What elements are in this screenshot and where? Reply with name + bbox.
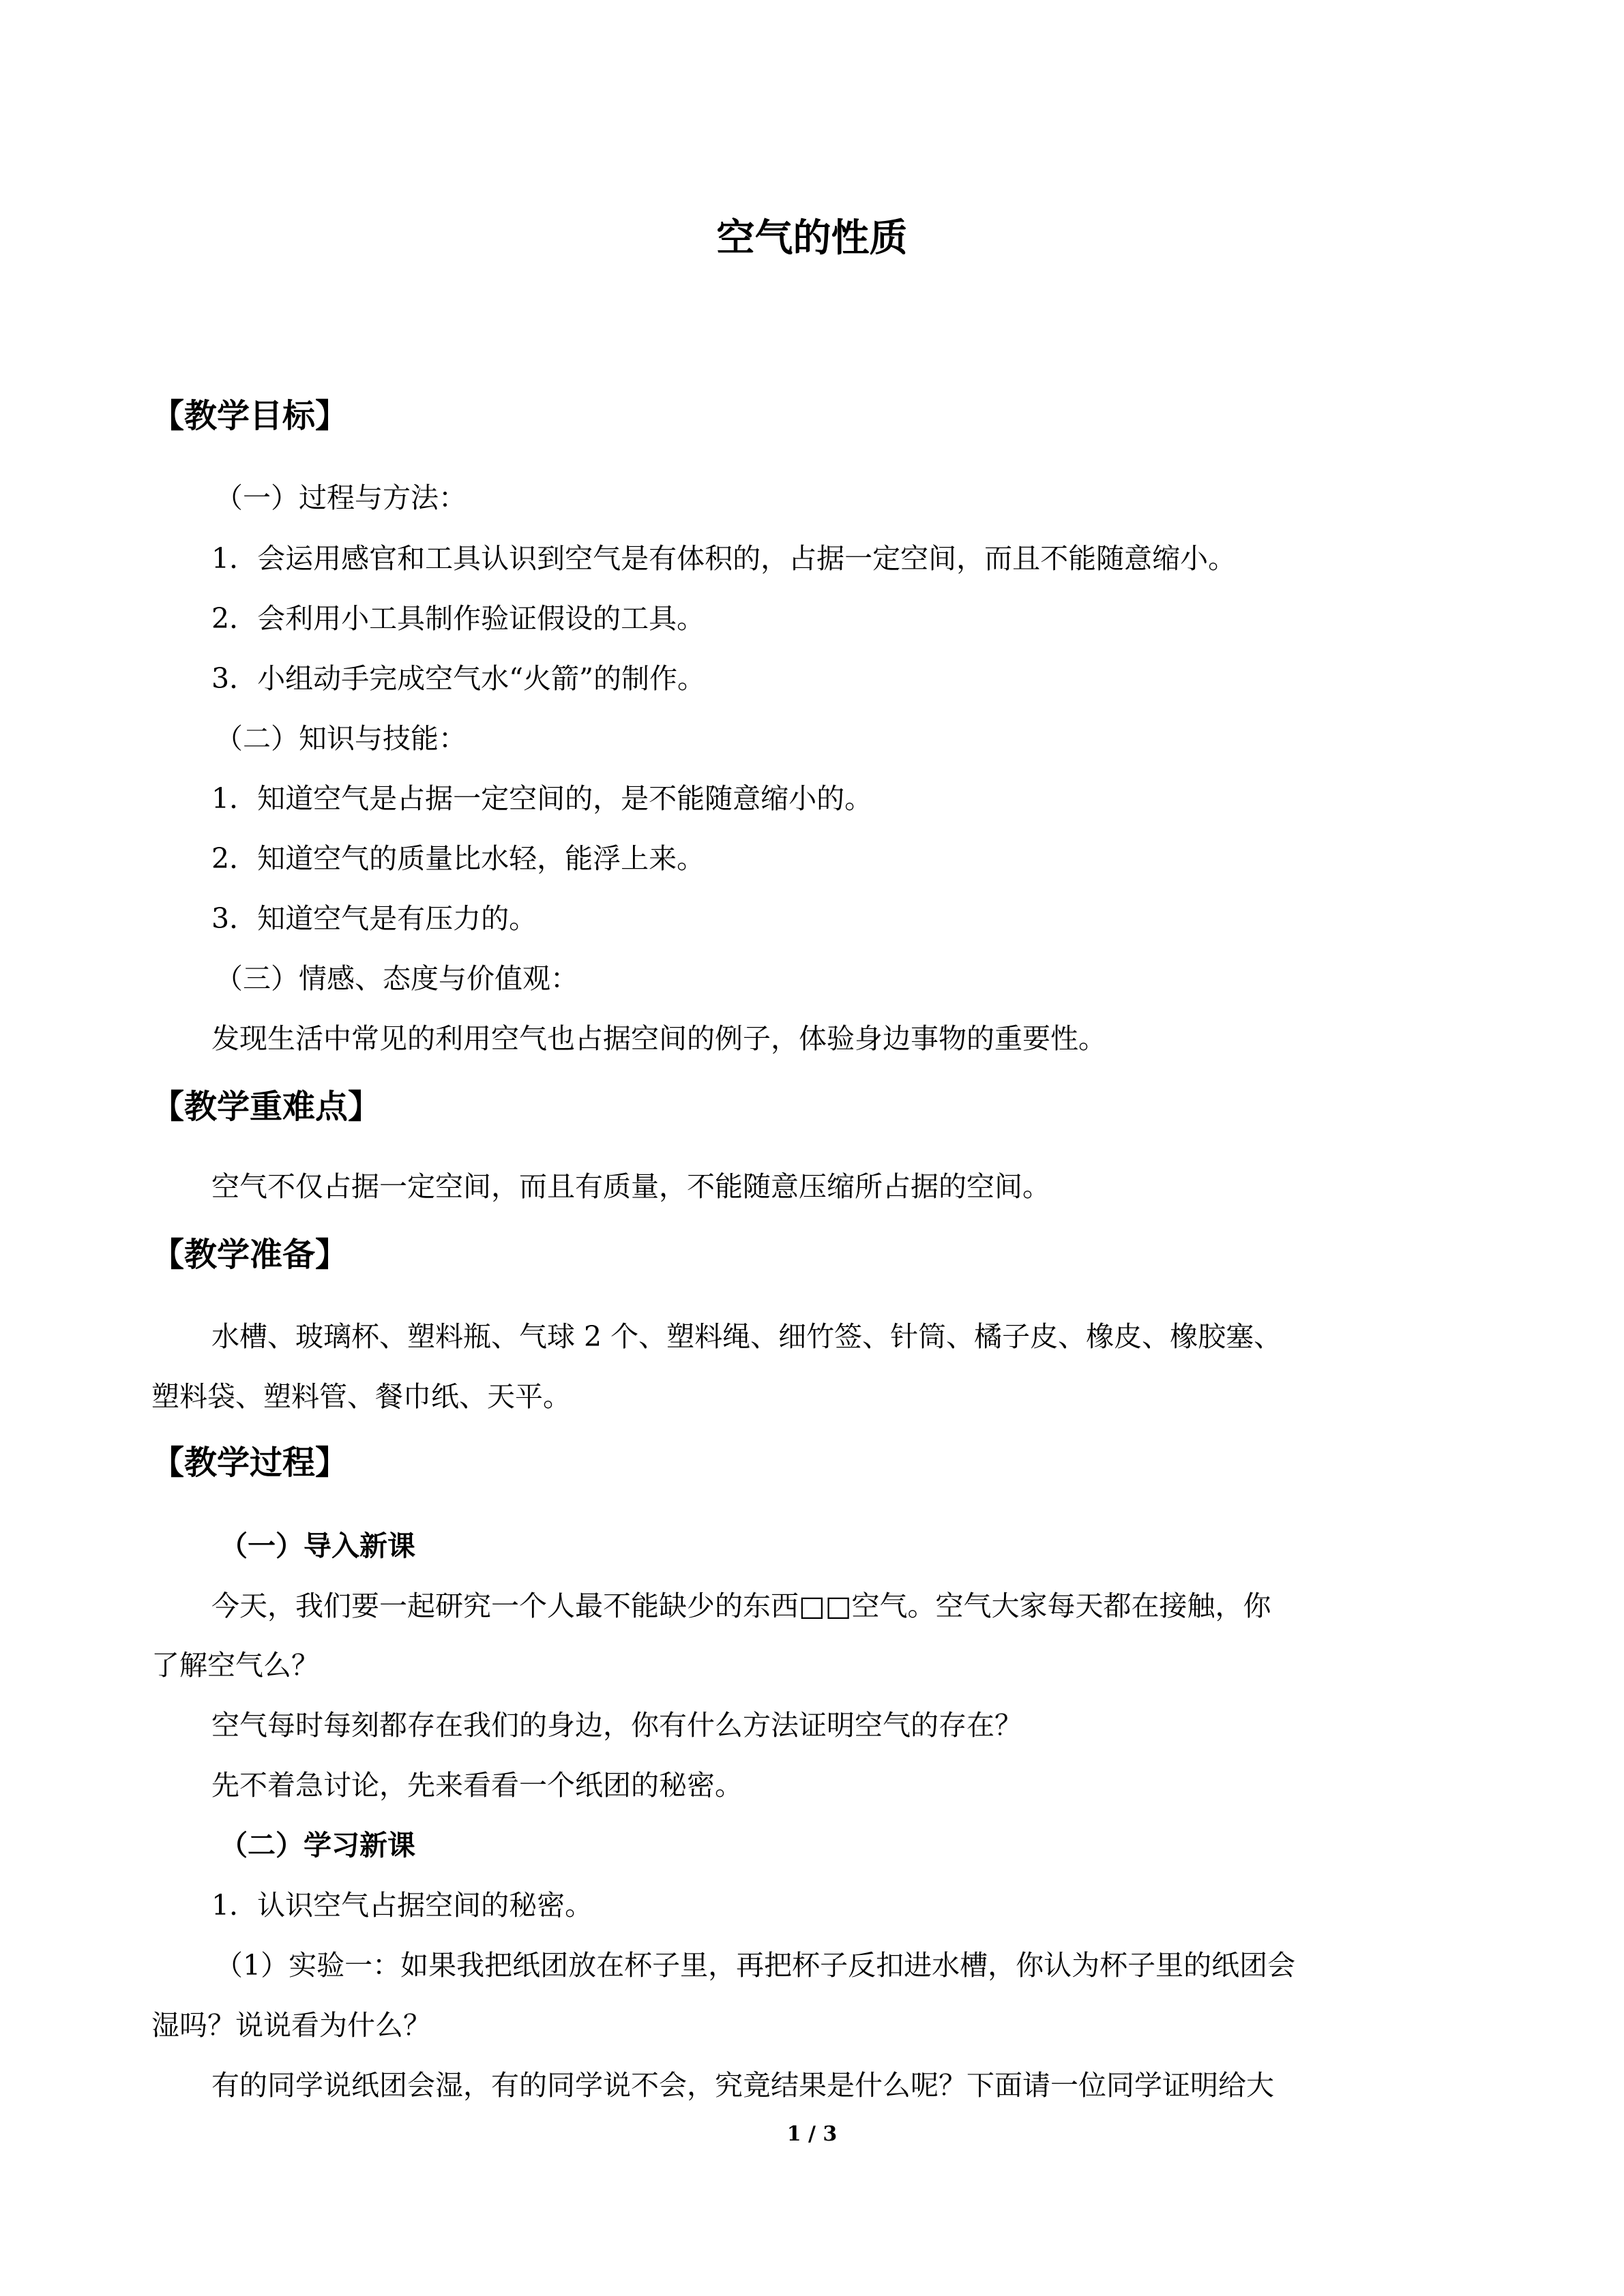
key-points-text: 空气不仅占据一定空间，而且有质量，不能随意压缩所占据的空间。 <box>211 1170 1050 1203</box>
process-part2-line-2: （1）实验一：如果我把纸团放在杯子里，再把杯子反扣进水槽，你认为杯子里的纸团会 <box>215 1949 1296 1982</box>
process-part1-line-1: 今天，我们要一起研究一个人最不能缺少的东西□□空气。空气大家每天都在接触，你 <box>211 1590 1271 1622</box>
goals-part1-item-2: 2．会利用小工具制作验证假设的工具。 <box>211 602 705 635</box>
process-part2-line-4: 有的同学说纸团会湿，有的同学说不会，究竟结果是什么呢？下面请一位同学证明给大 <box>211 2069 1274 2102</box>
process-part2-line-3: 湿吗？说说看为什么？ <box>151 2009 431 2042</box>
goals-part3-text: 发现生活中常见的利用空气也占据空间的例子，体验身边事物的重要性。 <box>211 1022 1106 1055</box>
page-number: 1 / 3 <box>786 2122 838 2146</box>
goals-part2-item-3: 3．知道空气是有压力的。 <box>211 902 537 935</box>
section-heading-process: 【教学过程】 <box>151 1444 349 1482</box>
process-part1-line-3: 空气每时每刻都存在我们的身边，你有什么方法证明空气的存在？ <box>211 1709 1022 1742</box>
goals-part2-label: （二）知识与技能： <box>215 722 467 755</box>
section-heading-goals: 【教学目标】 <box>151 397 349 435</box>
goals-part2-item-2: 2．知道空气的质量比水轻，能浮上来。 <box>211 842 705 875</box>
goals-part1-item-1: 1．会运用感官和工具认识到空气是有体积的，占据一定空间，而且不能随意缩小。 <box>211 542 1237 575</box>
process-part2-line-1: 1．认识空气占据空间的秘密。 <box>211 1889 593 1922</box>
preparation-line-1: 水槽、玻璃杯、塑料瓶、气球 2 个、塑料绳、细竹签、针筒、橘子皮、橡皮、橡胶塞、 <box>211 1320 1282 1353</box>
document-title: 空气的性质 <box>716 216 908 260</box>
process-part1-line-2: 了解空气么？ <box>151 1649 319 1682</box>
process-part1-label: （一）导入新课 <box>220 1530 415 1562</box>
section-heading-key-points: 【教学重难点】 <box>151 1088 381 1126</box>
process-part1-line-4: 先不着急讨论，先来看看一个纸团的秘密。 <box>211 1769 743 1802</box>
process-part2-label: （二）学习新课 <box>220 1829 415 1862</box>
goals-part2-item-1: 1．知道空气是占据一定空间的，是不能随意缩小的。 <box>211 782 873 815</box>
goals-part1-item-3: 3．小组动手完成空气水“火箭”的制作。 <box>211 662 706 695</box>
goals-part3-label: （三）情感、态度与价值观： <box>215 962 578 995</box>
goals-part1-label: （一）过程与方法： <box>215 481 467 514</box>
preparation-line-2: 塑料袋、塑料管、餐巾纸、天平。 <box>151 1380 571 1413</box>
section-heading-preparation: 【教学准备】 <box>151 1236 349 1274</box>
